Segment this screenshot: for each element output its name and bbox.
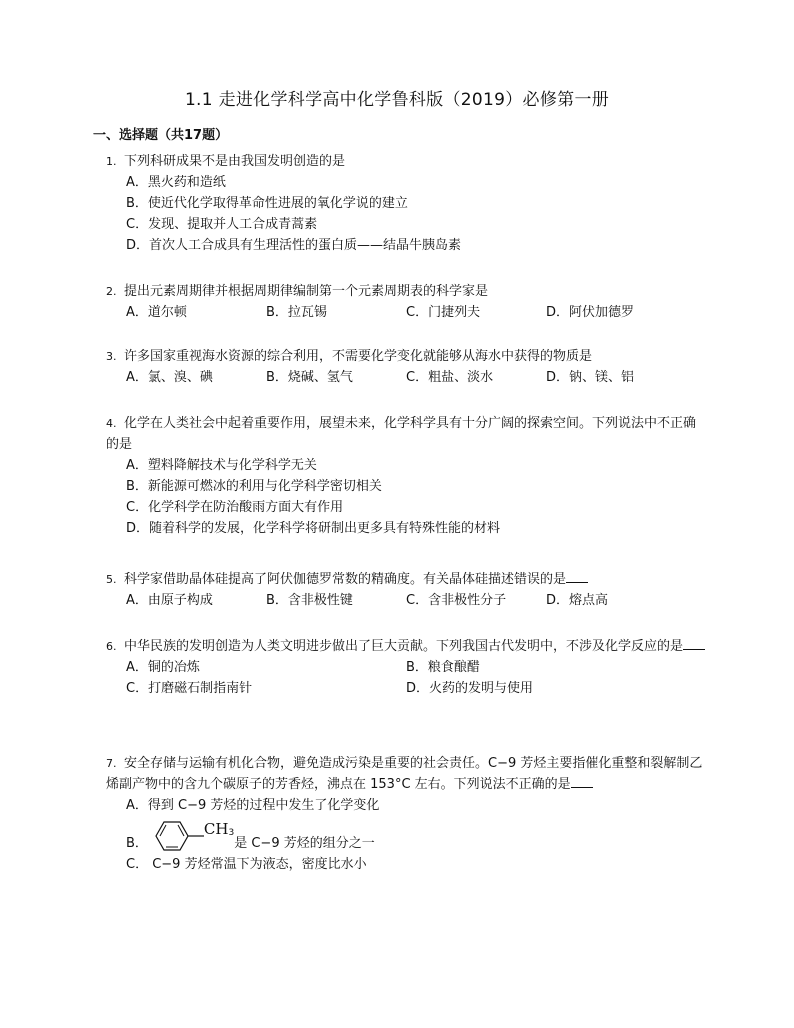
benzene-ring-icon	[148, 818, 204, 854]
section-heading: 一、选择题（共17题）	[93, 128, 229, 143]
option-c: C．打磨磁石制指南针	[126, 681, 253, 696]
question-stem: 化学在人类社会中起着重要作用，展望未来，化学科学具有十分广阔的探索空间。下列说法中不正确的是	[106, 416, 697, 452]
question-stem: 下列科研成果不是由我国发明创造的是	[124, 154, 346, 169]
answer-blank	[566, 570, 588, 583]
question-stem: 中华民族的发明创造为人类文明进步做出了巨大贡献。下列我国古代发明中，不涉及化学反应的是	[124, 639, 684, 654]
option-d: D．阿伏加德罗	[546, 305, 635, 320]
option-c: C．化学科学在防治酸雨方面大有作用	[126, 500, 344, 515]
question-6	[106, 636, 706, 699]
question-stem: 安全存储与运输有机化合物，避免造成污染是重要的社会责任。C−9 芳烃主要指催化重整和裂解制乙烯副产物中的含九个碳原子的芳香烃，沸点在 153°C 左右。下列说法不正确的是	[106, 756, 703, 792]
option-b: B．粮食酿醋	[406, 660, 480, 675]
page-title: 1.1 走进化学科学高中化学鲁科版（2019）必修第一册	[184, 90, 610, 110]
question-5	[106, 569, 706, 611]
option-a: A．黑火药和造纸	[126, 175, 226, 190]
question-3	[106, 346, 706, 388]
option-c: C． C−9 芳烃常温下为液态，密度比水小	[126, 857, 367, 872]
question-4	[106, 413, 706, 539]
answer-blank	[571, 775, 593, 788]
option-c: C．含非极性分子	[406, 593, 507, 608]
option-a: A．铜的冶炼	[126, 660, 200, 675]
option-d: D．首次人工合成具有生理活性的蛋白质——结晶牛胰岛素	[126, 238, 462, 253]
option-b: B．拉瓦锡	[266, 305, 327, 320]
question-7	[106, 753, 706, 875]
option-d: D．钠、镁、铝	[546, 370, 635, 385]
option-b: B．烧碱、氢气	[266, 370, 353, 385]
option-b-row	[106, 816, 706, 854]
option-a: A．由原子构成	[126, 593, 213, 608]
methyl-subscript: 3	[228, 828, 235, 838]
option-b: B．新能源可燃冰的利用与化学科学密切相关	[126, 479, 382, 494]
question-number: 1.	[106, 155, 117, 168]
option-a: A．得到 C−9 芳烃的过程中发生了化学变化	[126, 798, 380, 813]
question-number: 4.	[106, 417, 117, 430]
option-d: D．随着科学的发展，化学科学将研制出更多具有特殊性能的材料	[126, 521, 501, 536]
question-number: 5.	[106, 573, 117, 586]
question-number: 3.	[106, 350, 117, 363]
option-a: A．塑料降解技术与化学科学无关	[126, 458, 317, 473]
option-c: C．发现、提取并人工合成青蒿素	[126, 217, 318, 232]
question-stem: 许多国家重视海水资源的综合利用，不需要化学变化就能够从海水中获得的物质是	[124, 349, 593, 364]
question-stem: 科学家借助晶体硅提高了阿伏伽德罗常数的精确度。有关晶体硅描述错误的是	[124, 572, 567, 587]
question-2	[106, 281, 706, 323]
question-1	[106, 151, 706, 256]
option-b: B．使近代化学取得革命性进展的氧化学说的建立	[126, 196, 408, 211]
option-c: C．门捷列夫	[406, 305, 481, 320]
option-b-text: 是 C−9 芳烃的组分之一	[234, 836, 375, 851]
question-number: 7.	[106, 757, 117, 770]
question-number: 2.	[106, 285, 117, 298]
answer-blank	[683, 637, 705, 650]
option-c: C．粗盐、淡水	[406, 370, 494, 385]
option-d: D．火药的发明与使用	[406, 681, 534, 696]
option-d: D．熔点高	[546, 593, 609, 608]
option-a: A．道尔顿	[126, 305, 187, 320]
question-number: 6.	[106, 640, 117, 653]
option-b: B．含非极性键	[266, 593, 353, 608]
option-a: A．氯、溴、碘	[126, 370, 213, 385]
question-stem: 提出元素周期律并根据周期律编制第一个元素周期表的科学家是	[124, 284, 489, 299]
methyl-formula: CH	[203, 820, 229, 838]
option-b: B．	[126, 836, 148, 851]
